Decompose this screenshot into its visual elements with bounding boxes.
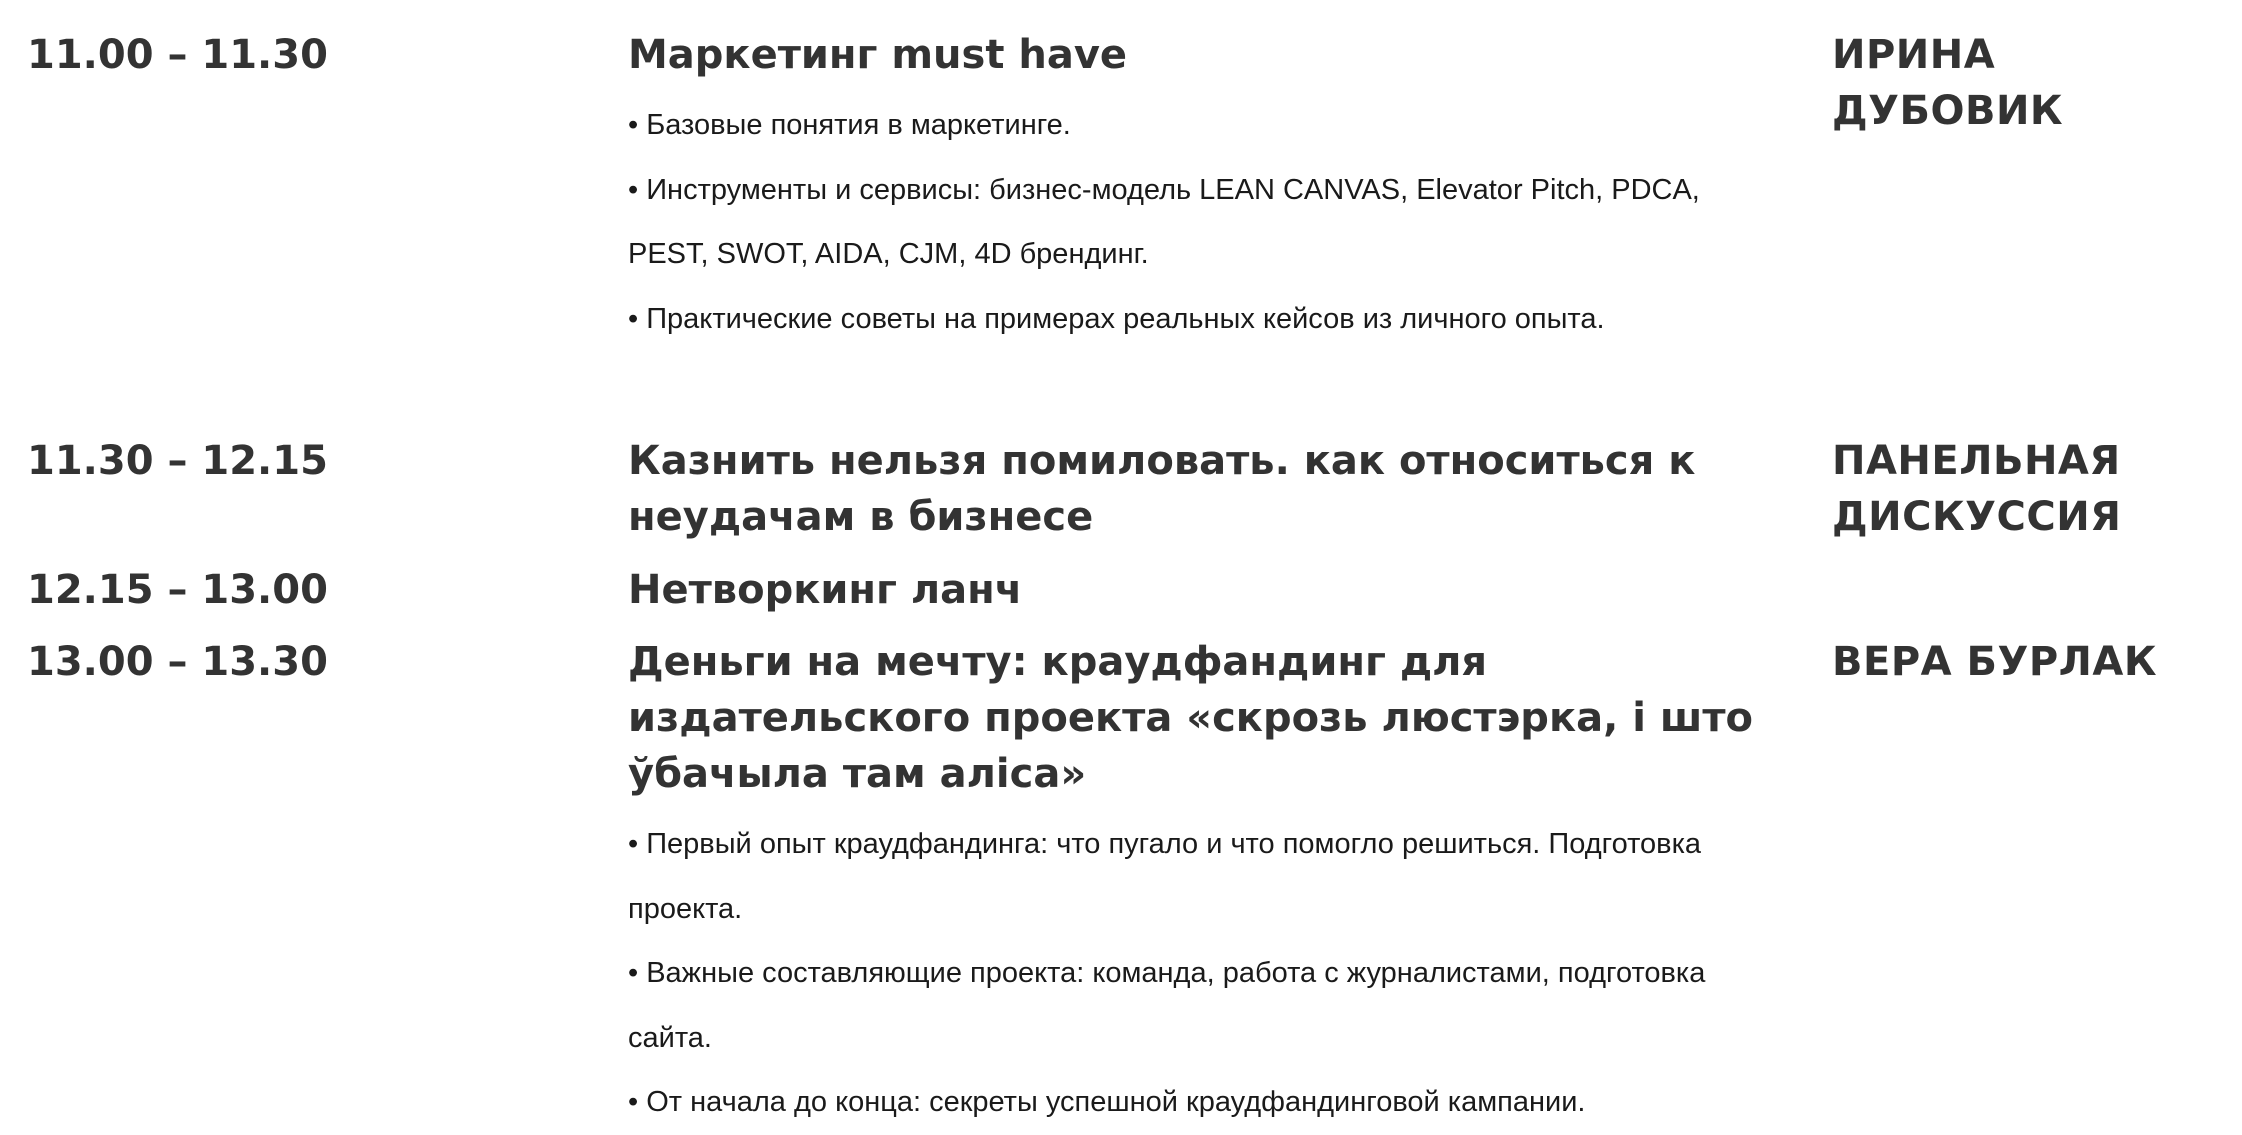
session-content xyxy=(628,433,1778,545)
session-bullet: • Первый опыт краудфандинга: что пугало и что помогло решиться. Подготовка проекта. xyxy=(628,828,1702,925)
session-title: Нетворкинг ланч xyxy=(628,567,1023,613)
session-content xyxy=(628,562,1778,618)
session-time: 11.00 – 11.30 xyxy=(27,32,328,78)
session-bullet: • Важные составляющие проекта: команда, работа с журналистами, подготовка сайта. xyxy=(628,957,1706,1054)
session-bullet: • Инструменты и сервисы: бизнес-модель LEAN CANVAS, Elevator Pitch, PDCA, PEST, SWOT, AIDA, CJM, 4D брендинг. xyxy=(628,173,1700,270)
session-time: 12.15 – 13.00 xyxy=(27,567,328,613)
session-time: 13.00 – 13.30 xyxy=(27,639,328,685)
session-bullets xyxy=(628,93,1778,351)
session-bullets xyxy=(628,812,1778,1135)
session-content xyxy=(628,27,1778,351)
session-speaker: ИРИНА ДУБОВИК xyxy=(1832,32,2064,134)
session-speaker: ВЕРА БУРЛАК xyxy=(1832,639,2158,685)
session-title: Деньги на мечту: краудфандинг для издательского проекта «скрозь люстэрка, і што ўбачыла там аліса» xyxy=(628,639,1753,797)
session-speaker: ПАНЕЛЬНАЯ ДИСКУССИЯ xyxy=(1832,438,2122,540)
session-content xyxy=(628,634,1778,1135)
session-bullet: • От начала до конца: секреты успешной краудфандинговой кампании. xyxy=(628,1086,1586,1118)
session-title: Казнить нельзя помиловать. как относиться к неудачам в бизнесе xyxy=(628,438,1696,540)
session-bullet: • Практические советы на примерах реальных кейсов из личного опыта. xyxy=(628,302,1605,335)
session-bullet: • Базовые понятия в маркетинге. xyxy=(628,109,1071,141)
session-title: Маркетинг must have xyxy=(628,32,1128,78)
session-time: 11.30 – 12.15 xyxy=(27,438,328,484)
